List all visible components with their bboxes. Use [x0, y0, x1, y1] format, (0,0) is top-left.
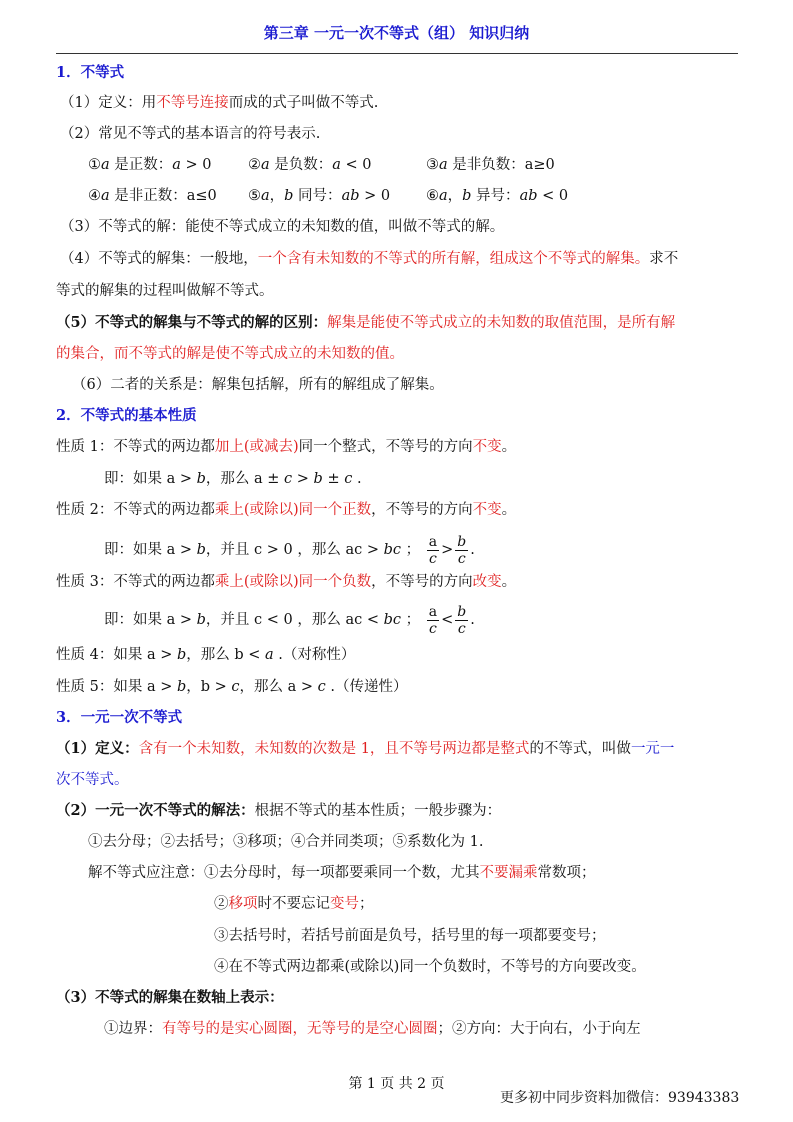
note-3: ③去括号时，若括号前面是负号，括号里的每一项都要变号； — [214, 928, 606, 944]
solution-set-line-1: （4）不等式的解集：一般地，一个含有未知数的不等式的所有解，组成这个不等式的解集。求不 — [60, 251, 679, 267]
note-4: ④在不等式两边都乘(或除以)同一个负数时，不等号的方向要改变。 — [214, 959, 646, 975]
linear-inequality-definition-2: 次不等式。 — [56, 772, 129, 788]
property-2: 性质 2：不等式的两边都乘上(或除以)同一个正数，不等号的方向不变。 — [56, 502, 517, 518]
page-title: 第三章 一元一次不等式（组） 知识归纳 — [263, 24, 530, 42]
fraction-a-over-c: $\frac{a}{c}$ — [428, 603, 438, 637]
number-line-rule: ①边界：有等号的是实心圆圈，无等号的是空心圆圈；②方向：大于向右，小于向左 — [104, 1021, 641, 1037]
difference-line-2: 的集合，而不等式的解是使不等式成立的未知数的值。 — [56, 346, 404, 362]
definition-line: （1）定义：用不等号连接而成的式子叫做不等式. — [60, 95, 379, 111]
relation-line: （6）二者的关系是：解集包括解，所有的解组成了解集。 — [72, 377, 444, 393]
symbol-language-line: （2）常见不等式的基本语言的符号表示. — [60, 126, 321, 142]
linear-inequality-definition-1: （1）定义：含有一个未知数，未知数的次数是 1，且不等号两边都是整式的不等式，叫做一元一 — [56, 740, 675, 757]
symbol-row-2: ④a 是非正数：a≤0 ⑤a，b 同号：ab > 0 ⑥a，b 异号：ab < 0 — [88, 188, 569, 204]
number-line-heading: （3）不等式的解集在数轴上表示： — [56, 989, 284, 1006]
section-1-heading: 1．不等式 — [56, 64, 125, 81]
property-3: 性质 3：不等式的两边都乘上(或除以)同一个负数，不等号的方向改变。 — [56, 574, 517, 590]
section-2-heading: 2．不等式的基本性质 — [56, 407, 197, 424]
title-rule — [56, 53, 738, 54]
property-1-example: 即：如果 a > b，那么 a ± c > b ± c . — [104, 471, 362, 487]
fraction-a-over-c: $\frac{a}{c}$ — [428, 533, 438, 567]
solving-steps: ①去分母；②去括号；③移项；④合并同类项；⑤系数化为 1. — [88, 834, 484, 850]
solution-line: （3）不等式的解：能使不等式成立的未知数的值，叫做不等式的解。 — [60, 219, 505, 235]
note-1: 解不等式应注意：①去分母时，每一项都要乘同一个数，尤其不要漏乘常数项； — [88, 865, 596, 881]
fraction-b-over-c: $\frac{b}{c}$ — [457, 603, 467, 637]
section-3-heading: 3．一元一次不等式 — [56, 709, 183, 726]
difference-line-1: （5）不等式的解集与不等式的解的区别：解集是能使不等式成立的未知数的取值范围，是所有解 — [56, 314, 676, 331]
page-number: 第 1 页 共 2 页 — [348, 1076, 445, 1092]
property-1: 性质 1：不等式的两边都加上(或减去)同一个整式，不等号的方向不变。 — [56, 439, 517, 455]
promo-text: 更多初中同步资料加微信：93943383 — [500, 1090, 740, 1106]
solution-set-line-2: 等式的解集的过程叫做解不等式。 — [56, 283, 274, 299]
property-3-example: 即：如果 a > b，并且 c < 0 ，那么 ac < bc ； $\frac{a}{c}$ < $\frac{b}{c}$ . — [104, 603, 475, 637]
property-5: 性质 5：如果 a > b，b > c，那么 a > c .（传递性） — [56, 679, 408, 695]
fraction-b-over-c: $\frac{b}{c}$ — [457, 533, 467, 567]
note-2: ②移项时不要忘记变号； — [214, 896, 374, 912]
solving-method-line: （2）一元一次不等式的解法：根据不等式的基本性质；一般步骤为： — [56, 802, 502, 819]
property-2-example: 即：如果 a > b，并且 c > 0 ，那么 ac > bc ； $\frac{a}{c}$ > $\frac{b}{c}$ . — [104, 533, 475, 567]
property-4: 性质 4：如果 a > b，那么 b < a .（对称性） — [56, 647, 356, 663]
symbol-row-1: ①a 是正数：a > 0 ②a 是负数：a < 0 ③a 是非负数：a≥0 — [88, 157, 555, 173]
